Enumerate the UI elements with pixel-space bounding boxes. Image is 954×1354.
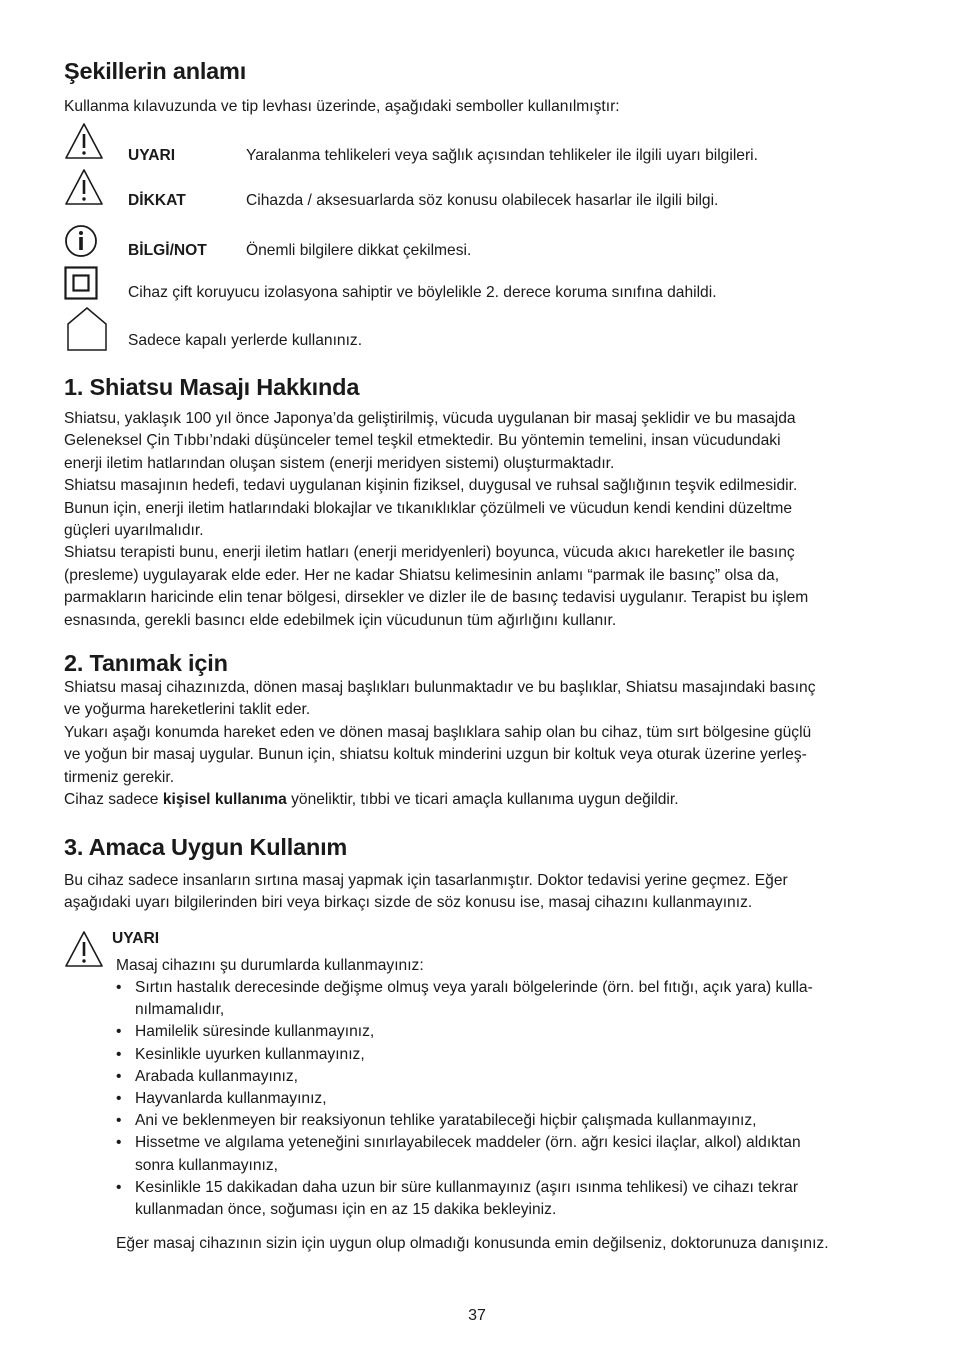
symbol-row-indoor xyxy=(64,306,890,354)
list-item xyxy=(116,1132,890,1176)
warning-closing: Eğer masaj cihazının sizin için uygun olup olmadığı konusunda emin değilseniz, doktorunuza danışınız. xyxy=(116,1235,829,1252)
list-item: • Hayvanlarda kullanmayınız, xyxy=(116,1088,890,1110)
text-line: (presleme) uygulayarak elde eder. Her ne kadar Shiatsu kelimesinin anlamı “parmak ile basınç” olsa da, xyxy=(64,566,780,584)
list-item: • Ani ve beklenmeyen bir reaksiyonun tehlike yaratabileceği hiçbir çalışmada kullanmayınız, xyxy=(116,1110,890,1132)
section1-paragraph xyxy=(64,408,890,632)
text-line: • Sırtın hastalık derecesinde değişme olmuş veya yaralı bölgelerinde (örn. bel fıtığı, açık yara) kulla- xyxy=(135,979,813,996)
warning-triangle-icon xyxy=(64,930,104,968)
text-line-last xyxy=(64,789,890,811)
text-line: ve yoğun bir masaj uygular. Bunun için, shiatsu koltuk minderini uzgun bir koltuk veya oturak üzerine yerleş- xyxy=(64,746,807,764)
symbol-desc: Yaralanma tehlikeleri veya sağlık açısından tehlikeler ile ilgili uyarı bilgileri. xyxy=(246,147,758,164)
text-line: esnasında, gerekli basıncı elde edebilmek için vücudunun tüm ağırlığını kullanır. xyxy=(64,611,617,629)
text-line: nılmamalıdır, xyxy=(135,1001,225,1019)
text-line: • Hissetme ve algılama yeteneğini sınırlayabilecek maddeler (örn. ağrı kesici ilaçlar, alkol) aldıktan xyxy=(135,1134,801,1152)
text-line: ve yoğurma hareketlerini taklit eder. xyxy=(64,701,311,719)
text-post: yöneliktir, tıbbi ve ticari amaçla kullanıma uygun değildir. xyxy=(286,791,679,809)
text-line: Bu cihaz sadece insanların sırtına masaj yapmak için tasarlanmıştır. Doktor tedavisi yerine geçmez. Eğer xyxy=(64,872,788,889)
text-line: Shiatsu masajının hedefi, tedavi uygulanan kişinin fiziksel, duygusal ve ruhsal sağlığının teşvik edilmesidir. xyxy=(64,477,798,495)
text-line: parmakların haricinde elin tenar bölgesi, dirsekler ve dizler ile de basınç tedavisi uygulanır. Terapist bu işlem xyxy=(64,589,809,607)
symbol-key: BİLGİ/NOT xyxy=(128,242,207,259)
symbol-row-bilgi xyxy=(64,224,890,264)
text-line: Geleneksel Çin Tıbbı’ndaki düşünceler temel teşkil etmektedir. Bu yöntemin temelini, insan vücudundaki xyxy=(64,432,781,450)
warning-triangle-icon xyxy=(64,168,104,206)
text-line: kullanmadan önce, soğuması için en az 15 dakika bekleyiniz. xyxy=(135,1201,557,1219)
text-pre: Cihaz sadece xyxy=(64,791,163,809)
text-line: Bunun için, enerji iletim hatlarındaki blokajlar ve tıkanıklıklar çözülmeli ve vücudun kendi kendini düzeltme xyxy=(64,499,793,517)
warning-triangle-icon xyxy=(64,122,104,160)
text-line: • Kesinlikle 15 dakikadan daha uzun bir süre kullanmayınız (aşırı ısınma tehlikesi) ve cihazı tekrar xyxy=(135,1178,799,1196)
symbol-row-double-insulation xyxy=(64,266,890,306)
text-line: Shiatsu masaj cihazınızda, dönen masaj başlıkları bulunmaktadır ve bu başlıklar, Shiatsu masajındaki basınç xyxy=(64,679,816,696)
section3-heading: 3. Amaca Uygun Kullanım xyxy=(64,834,348,860)
text-line: tirmeniz gerekir. xyxy=(64,768,175,786)
list-item: • Arabada kullanmayınız, xyxy=(116,1066,890,1088)
text-bold: kişisel kullanıma xyxy=(162,791,287,809)
section2-heading: 2. Tanımak için xyxy=(64,650,228,676)
symbols-intro: Kullanma kılavuzunda ve tip levhası üzerinde, aşağıdaki semboller kullanılmıştır: xyxy=(64,98,620,115)
symbol-desc: Sadece kapalı yerlerde kullanınız. xyxy=(128,332,363,349)
text-line: Shiatsu, yaklaşık 100 yıl önce Japonya’da geliştirilmiş, vücuda uygulanan bir masaj şeklidir ve bu masajda xyxy=(64,410,796,427)
symbol-row-uyari xyxy=(64,122,890,162)
text-line: aşağıdaki uyarı bilgilerinden biri veya birkaçı sizde de söz konusu ise, masaj cihazını kullanmayınız. xyxy=(64,894,753,912)
symbol-row-dikkat xyxy=(64,168,890,208)
symbol-key: UYARI xyxy=(128,147,176,164)
section1-heading: 1. Shiatsu Masajı Hakkında xyxy=(64,374,360,400)
text-line: Yukarı aşağı konumda hareket eden ve dönen masaj başlıklara sahip olan bu cihaz, tüm sırt bölgesine güçlü xyxy=(64,723,812,741)
symbol-desc: Önemli bilgilere dikkat çekilmesi. xyxy=(246,242,472,259)
text-line: enerji iletim hatlarından oluşan sistem (enerji meridyen sistemi) oluşturmaktadır. xyxy=(64,454,615,472)
symbol-desc: Cihazda / aksesuarlarda söz konusu olabilecek hasarlar ile ilgili bilgi. xyxy=(246,192,719,209)
text-line: güçleri uyarılmalıdır. xyxy=(64,522,204,540)
indoor-house-icon xyxy=(64,306,110,352)
list-item xyxy=(116,977,890,1021)
section2-paragraph xyxy=(64,677,890,811)
symbol-key: DİKKAT xyxy=(128,192,186,209)
double-insulation-icon xyxy=(64,266,98,300)
list-item: • Hamilelik süresinde kullanmayınız, xyxy=(116,1021,890,1043)
warning-title: UYARI xyxy=(112,930,160,947)
list-item: • Kesinlikle uyurken kullanmayınız, xyxy=(116,1044,890,1066)
text-line: Shiatsu terapisti bunu, enerji iletim hatları (enerji meridyenleri) boyunca, vücuda akıcı hareketler ile basınç xyxy=(64,544,795,562)
text-line: sonra kullanmayınız, xyxy=(135,1156,279,1174)
warning-intro: Masaj cihazını şu durumlarda kullanmayınız: xyxy=(116,957,424,974)
section3-paragraph xyxy=(64,870,890,915)
info-circle-icon xyxy=(64,224,98,258)
list-item xyxy=(116,1177,890,1221)
symbols-heading: Şekillerin anlamı xyxy=(64,58,247,84)
page-number: 37 xyxy=(468,1307,486,1324)
symbol-desc: Cihaz çift koruyucu izolasyona sahiptir ve böylelikle 2. derece koruma sınıfına dahildi. xyxy=(128,284,717,301)
warning-list xyxy=(116,977,890,1221)
